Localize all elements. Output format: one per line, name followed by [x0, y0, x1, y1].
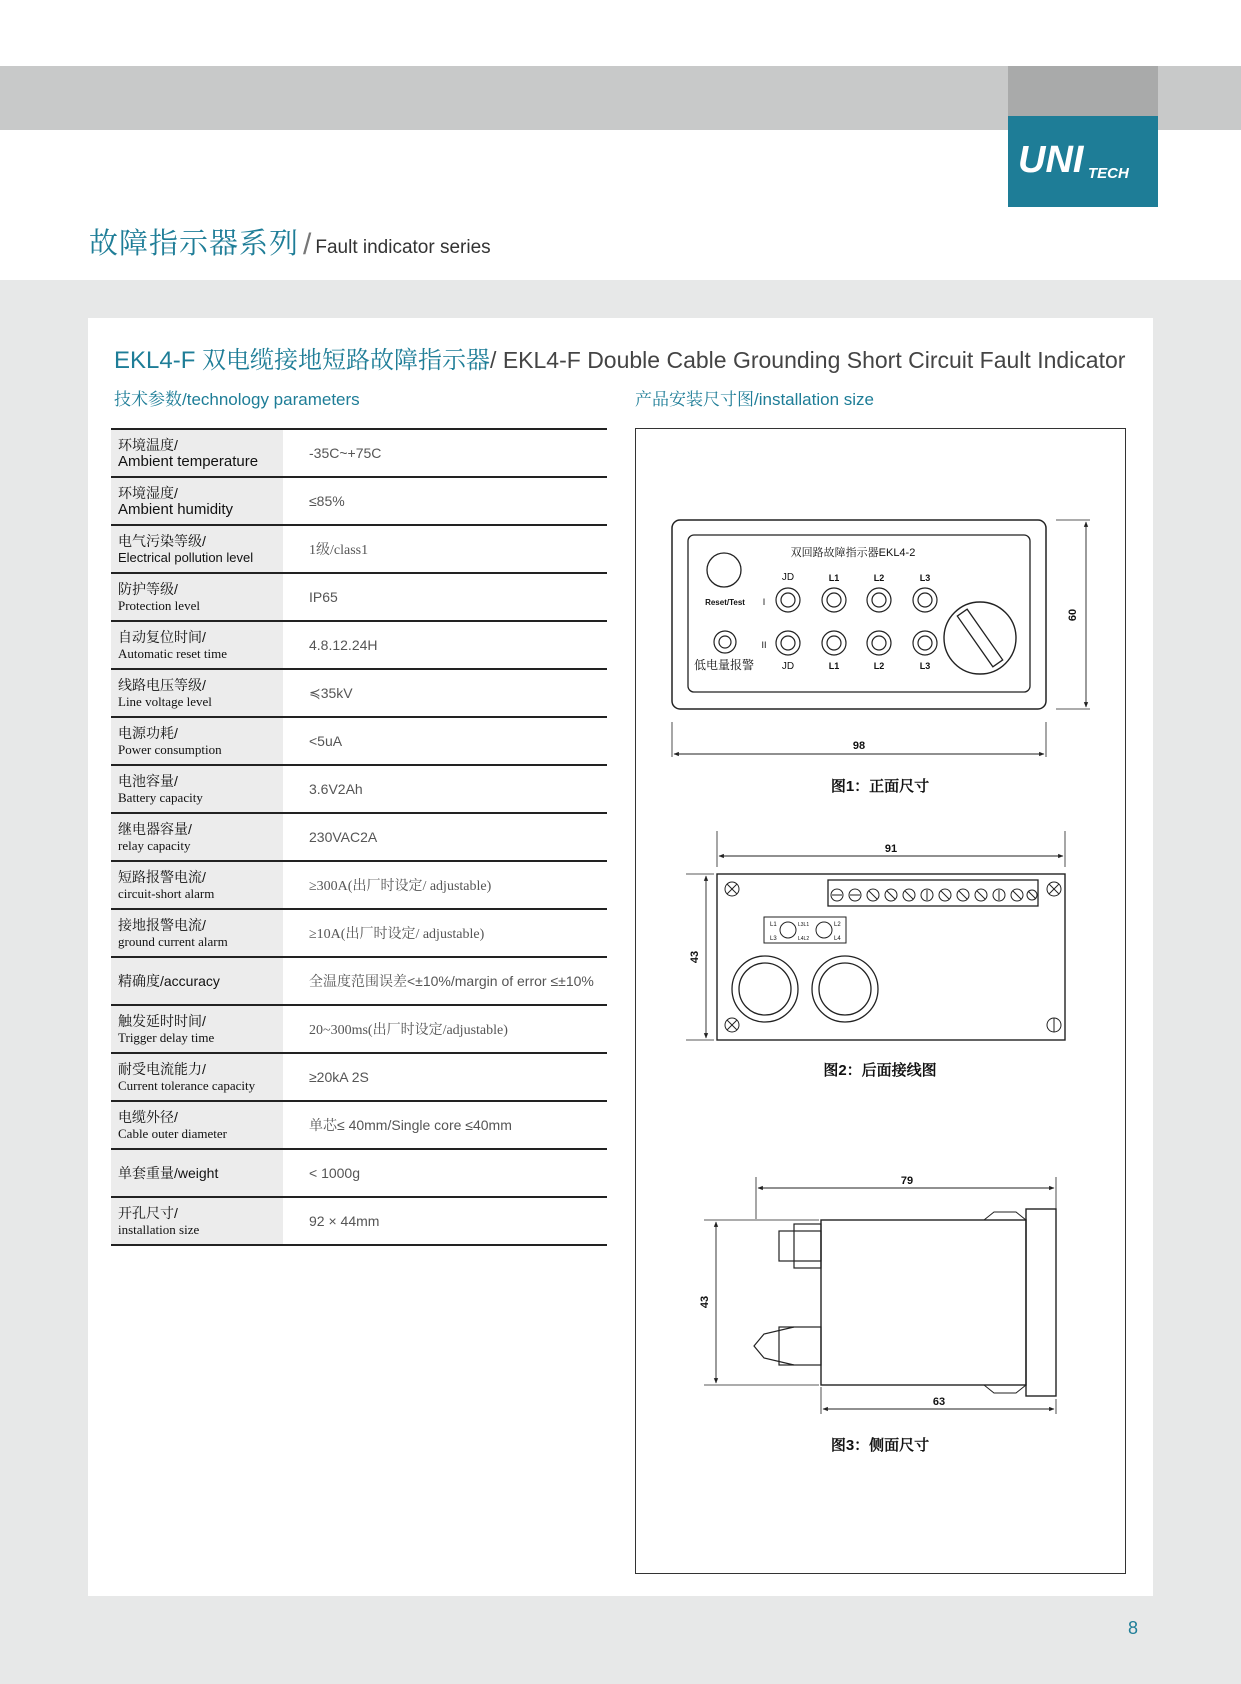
spec-row [111, 860, 607, 908]
spec-value: 3.6V2Ah [309, 781, 363, 797]
spec-name-en: Battery capacity [118, 789, 203, 805]
spec-row [111, 716, 607, 764]
spec-row [111, 956, 607, 1004]
spec-name-cn: 自动复位时间/ [118, 628, 206, 645]
spec-row [111, 572, 607, 620]
spec-value: < 1000g [309, 1165, 360, 1181]
spec-name [111, 814, 283, 860]
fig2-caption: 图2：后面接线图 [823, 1062, 937, 1079]
row1-roman: I [762, 597, 766, 607]
spec-row [111, 1148, 607, 1196]
device-title: 双回路故障指示器EKL4-2 [790, 547, 916, 559]
logo-sub-text: TECH [1088, 165, 1129, 182]
spec-name [111, 718, 283, 764]
spec-name-cn: 继电器容量/ [118, 820, 192, 837]
spec-name-cn: 环境温度/ [118, 436, 178, 453]
dim2-height-label: 43 [689, 950, 701, 964]
indicator-leds-row2 [714, 631, 937, 655]
page-number: 8 [1128, 1618, 1139, 1638]
top-label-jd: JD [781, 572, 795, 583]
spec-value: 单芯≤ 40mm/Single core ≤40mm [309, 1117, 512, 1133]
spec-name-en: Power consumption [118, 741, 222, 757]
logo-top-block [1008, 66, 1158, 116]
top-label-l3: L3 [919, 573, 931, 583]
spec-name [111, 1102, 283, 1148]
spec-name [111, 526, 283, 572]
spec-name [111, 622, 283, 668]
install-section-label: 产品安装尺寸图/installation size [635, 390, 875, 409]
spec-row [111, 1196, 607, 1246]
spec-row [111, 812, 607, 860]
spec-name-en: relay capacity [118, 837, 191, 853]
series-header [89, 222, 491, 262]
spec-row [111, 1100, 607, 1148]
figure-side-view [699, 1175, 1056, 1454]
series-title-en: Fault indicator series [315, 237, 491, 258]
spec-name-en: Cable outer diameter [118, 1125, 228, 1141]
installation-drawing-frame [635, 428, 1126, 1574]
spec-name-cn: 环境湿度/ [118, 484, 178, 501]
fig1-caption: 图1：正面尺寸 [830, 778, 930, 795]
figure-front-view [672, 520, 1090, 795]
spec-value: ≼35kV [309, 684, 353, 701]
spec-name [111, 1150, 283, 1196]
spec-name-en: installation size [118, 1221, 200, 1237]
terminal-block [828, 880, 1038, 906]
side-top-clip [984, 1212, 1026, 1220]
connector-chip [764, 917, 846, 943]
side-connectors [754, 1224, 821, 1365]
spec-name-cn: 短路报警电流/ [118, 868, 206, 885]
spec-value: ≥20kA 2S [309, 1069, 369, 1085]
spec-row [111, 1004, 607, 1052]
logo-main-text: UNI [1018, 139, 1084, 181]
spec-name [111, 958, 283, 1004]
installation-drawings [636, 429, 1127, 1575]
spec-name-cn: 单套重量/weight [118, 1164, 219, 1181]
top-label-l1: L1 [828, 573, 840, 583]
bottom-label-jd: JD [781, 661, 795, 672]
dim1-height-label: 60 [1067, 608, 1079, 622]
spec-name-cn: 电缆外径/ [118, 1108, 178, 1125]
spec-value: 4.8.12.24H [309, 637, 378, 653]
spec-name-cn: 防护等级/ [118, 580, 178, 597]
chip-label-l4: L4 [834, 936, 841, 942]
spec-name-en: Ambient humidity [118, 500, 234, 518]
bottom-label-l1: L1 [828, 661, 840, 671]
figure-rear-wiring [686, 831, 1065, 1079]
series-title-separator: / [303, 228, 312, 261]
top-label-l2: L2 [873, 573, 885, 583]
product-model: EKL4-F [114, 347, 196, 374]
bottom-label-l2: L2 [873, 661, 885, 671]
spec-name-en: Line voltage level [118, 693, 212, 709]
spec-name [111, 430, 283, 476]
chip-label-l1: L1 [770, 922, 777, 928]
spec-row [111, 764, 607, 812]
chip-label-l3: L3 [770, 936, 777, 942]
spec-row [111, 428, 607, 476]
spec-name-cn: 电气污染等级/ [118, 532, 206, 549]
fig3-caption: 图3：侧面尺寸 [830, 1437, 930, 1454]
reset-label: Reset/Test [705, 598, 745, 607]
product-name-cn: 双电缆接地短路故障指示器 [202, 347, 491, 374]
spec-row [111, 1052, 607, 1100]
spec-name [111, 766, 283, 812]
side-bottom-clip [984, 1385, 1026, 1393]
spec-name [111, 478, 283, 524]
spec-name-cn: 接地报警电流/ [118, 916, 206, 933]
spec-value: ≥10A(出厂时设定/ adjustable) [309, 927, 485, 942]
spec-value: 20~300ms(出厂时设定/adjustable) [309, 1023, 508, 1038]
spec-name-en: Ambient temperature [118, 452, 259, 470]
low-battery-label: 低电量报警 [693, 658, 755, 672]
bottom-label-l3: L3 [919, 661, 931, 671]
product-name-en: / EKL4-F Double Cable Grounding Short Circuit Fault Indicator [490, 347, 1126, 373]
product-title [114, 340, 1125, 375]
spec-name [111, 862, 283, 908]
unitech-logo-icon [1008, 116, 1158, 207]
spec-value: ≤85% [309, 493, 345, 509]
rotary-selector-knob-icon [944, 602, 1016, 674]
brand-logo [1008, 116, 1158, 207]
spec-value: IP65 [309, 589, 338, 605]
spec-name [111, 1198, 283, 1244]
row2-roman: II [761, 640, 767, 650]
dim1-width-label: 98 [852, 740, 866, 752]
indicator-leds-row1 [776, 588, 937, 612]
spec-name-cn: 线路电压等级/ [118, 676, 206, 693]
dim2-width-label: 91 [884, 843, 898, 855]
spec-name-cn: 电源功耗/ [118, 724, 178, 741]
spec-name [111, 1006, 283, 1052]
spec-row [111, 476, 607, 524]
spec-name [111, 910, 283, 956]
spec-name-cn: 电池容量/ [118, 772, 178, 789]
spec-value: <5uA [309, 733, 343, 749]
spec-name-cn: 开孔尺寸/ [118, 1204, 178, 1221]
spec-name [111, 670, 283, 716]
series-title-cn: 故障指示器系列 [89, 228, 300, 260]
spec-name [111, 1054, 283, 1100]
chip-label-l4l2: L4L2 [798, 936, 810, 942]
spec-row [111, 524, 607, 572]
spec-name [111, 574, 283, 620]
dim3-depth-label: 63 [932, 1396, 946, 1408]
cable-port-icons [732, 956, 878, 1022]
spec-name-en: Automatic reset time [118, 645, 228, 661]
side-body [821, 1220, 1026, 1385]
spec-name-cn: 精确度/accuracy [118, 972, 220, 989]
chip-label-l3l1: L3L1 [798, 922, 810, 928]
spec-name-en: Trigger delay time [118, 1029, 215, 1045]
spec-name-en: circuit-short alarm [118, 885, 215, 901]
spec-name-cn: 触发延时时间/ [118, 1012, 206, 1029]
dim3-height-label: 43 [699, 1295, 711, 1309]
dim3-width-label: 79 [900, 1175, 914, 1187]
side-front-bezel [1026, 1209, 1056, 1396]
spec-row [111, 620, 607, 668]
spec-table [111, 428, 607, 1246]
spec-value: 全温度范围误差<±10%/margin of error ≤±10% [309, 973, 594, 989]
spec-row [111, 668, 607, 716]
spec-name-en: Electrical pollution level [118, 549, 254, 565]
params-section-label: 技术参数/technology parameters [114, 390, 360, 409]
spec-row [111, 908, 607, 956]
reset-button-circle [707, 553, 741, 587]
spec-value: -35C~+75C [309, 445, 382, 461]
spec-value: ≥300A(出厂时设定/ adjustable) [309, 879, 492, 894]
chip-label-l2: L2 [834, 922, 841, 928]
spec-value: 1级/class1 [309, 543, 369, 558]
spec-value: 92 × 44mm [309, 1213, 380, 1229]
spec-value: 230VAC2A [309, 829, 378, 845]
spec-name-en: Current tolerance capacity [118, 1077, 256, 1093]
spec-name-en: ground current alarm [118, 933, 228, 949]
spec-name-en: Protection level [118, 597, 200, 613]
spec-name-cn: 耐受电流能力/ [118, 1060, 206, 1077]
